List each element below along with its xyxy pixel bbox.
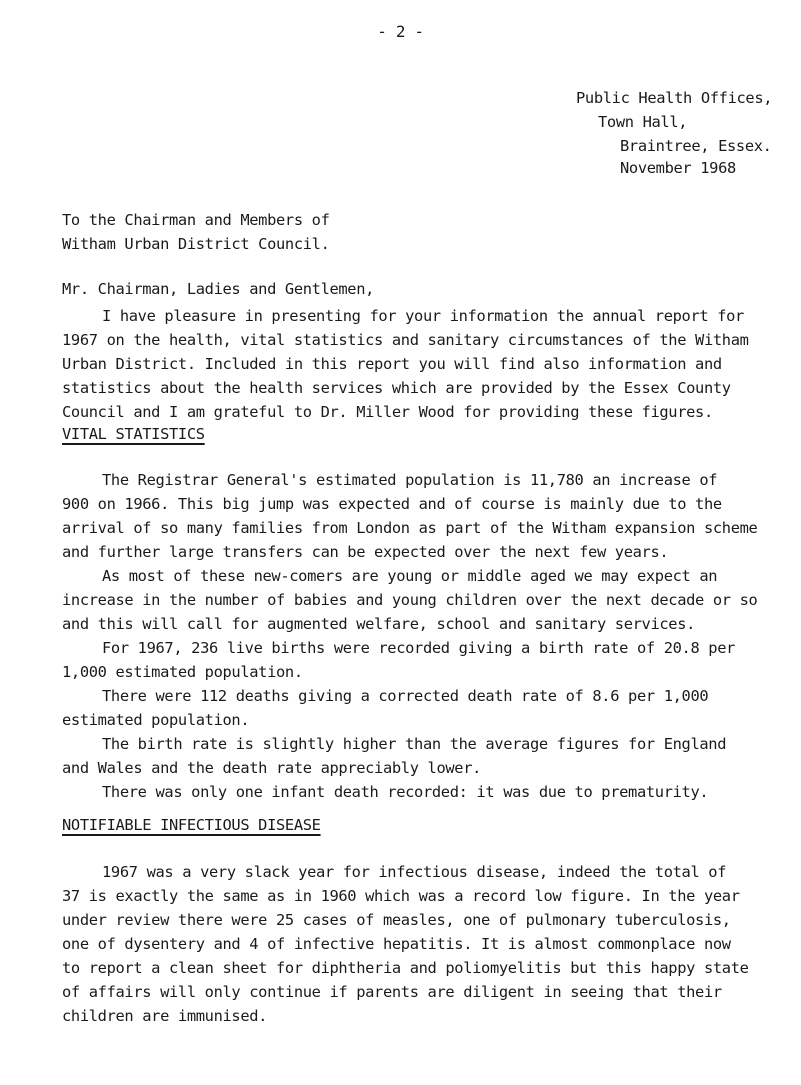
sender-address [576,86,772,158]
paragraph-line: 1967 was a very slack year for infectious disease, indeed the total of [102,863,727,881]
paragraph-line: 900 on 1966. This big jump was expected and of course is mainly due to the [62,495,722,513]
comparison-paragraph [62,732,762,780]
paragraph-line: and Wales and the death rate appreciably lower. [62,759,482,777]
paragraph-line: There were 112 deaths giving a corrected death rate of 8.6 per 1,000 [102,687,709,705]
intro-line: Council and I am grateful to Dr. Miller Wood for providing these figures. [62,403,713,421]
paragraph-line: and this will call for augmented welfare, school and sanitary services. [62,615,696,633]
paragraph-line: increase in the number of babies and young children over the next decade or so [62,591,758,609]
address-line-1: Public Health Offices, [576,89,773,107]
paragraph-line: For 1967, 236 live births were recorded giving a birth rate of 20.8 per [102,639,736,657]
paragraph-line: estimated population. [62,711,250,729]
addressee-line-2: Witham Urban District Council. [62,235,330,253]
report-date: November 1968 [620,159,736,177]
death-rate-paragraph [62,684,762,732]
population-paragraph [62,468,762,564]
intro-line: I have pleasure in presenting for your information the annual report for [102,307,744,325]
page-number: - 2 - [377,22,424,41]
notifiable-disease-heading: NOTIFIABLE INFECTIOUS DISEASE [62,816,321,834]
paragraph-line: As most of these new-comers are young or middle aged we may expect an [102,567,718,585]
birth-rate-paragraph [62,636,762,684]
infant-death-paragraph [62,780,762,804]
vital-statistics-heading: VITAL STATISTICS [62,425,205,443]
salutation: Mr. Chairman, Ladies and Gentlemen, [62,280,375,298]
intro-line: 1967 on the health, vital statistics and sanitary circumstances of the Witham [62,331,749,349]
paragraph-line: The Registrar General's estimated population is 11,780 an increase of [102,471,718,489]
paragraph-line: There was only one infant death recorded: it was due to prematurity. [102,783,709,801]
address-line-3: Braintree, Essex. [620,137,772,155]
intro-line: statistics about the health services which are provided by the Essex County [62,379,731,397]
paragraph-line: arrival of so many families from London as part of the Witham expansion scheme [62,519,758,537]
intro-line: Urban District. Included in this report you will find also information and [62,355,722,373]
paragraph-line: The birth rate is slightly higher than the average figures for England [102,735,727,753]
paragraph-line: of affairs will only continue if parents are diligent in seeing that their [62,983,722,1001]
intro-paragraph [62,304,762,424]
address-line-2: Town Hall, [598,113,688,131]
addressee [62,208,329,256]
paragraph-line: one of dysentery and 4 of infective hepatitis. It is almost commonplace now [62,935,731,953]
paragraph-line: under review there were 25 cases of measles, one of pulmonary tuberculosis, [62,911,731,929]
paragraph-line: and further large transfers can be expected over the next few years. [62,543,669,561]
infectious-disease-paragraph [62,860,762,1028]
addressee-line-1: To the Chairman and Members of [62,211,330,229]
paragraph-line: 1,000 estimated population. [62,663,303,681]
paragraph-line: children are immunised. [62,1007,268,1025]
paragraph-line: 37 is exactly the same as in 1960 which was a record low figure. In the year [62,887,740,905]
newcomers-paragraph [62,564,762,636]
paragraph-line: to report a clean sheet for diphtheria and poliomyelitis but this happy state [62,959,749,977]
